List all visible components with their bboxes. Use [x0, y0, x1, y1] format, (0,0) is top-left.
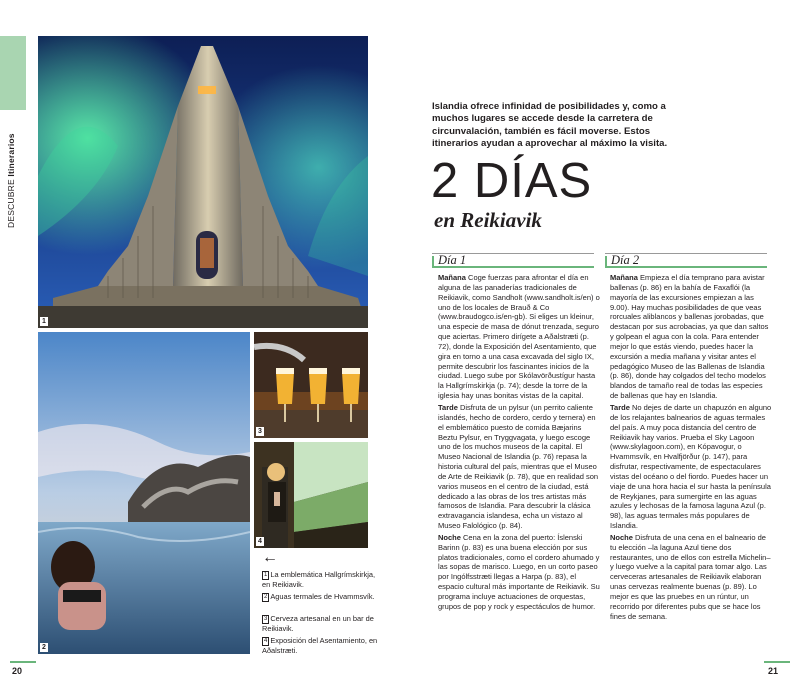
day2-morning: Mañana Empieza el día temprano para avistar ballenas (p. 86) en la bahía de Faxaflói (la mayoría de las excursiones empiezan a las 9.00). Hay muchas posibilidades de que veas rorcuales aliblancos y ballenas jorobadas, que destacan por sus acrobacias, ya que dan saltos y golpean el agua con la cola. Para entender mejor lo que estás viendo, puedes hacer la excursión a media mañana y visitar antes el pedagógico Museo de las Ballenas de Islandia (p. 86), donde hay colgados del techo modelos blandos de tamaño real de todas las especies de ballenas que hay en Islandia. [610, 273, 769, 401]
intro-text: Islandia ofrece infinidad de posibilidades y, como a muchos lugares se accede desde la carretera de circunvalación, también es fácil moverse. Estos itinerarios ayudan a aprovechar al máximo la visita. [432, 101, 668, 150]
section-name: DESCUBRE [6, 179, 16, 228]
photo-number: 4 [258, 538, 262, 545]
photo-number: 1 [42, 318, 46, 325]
caption-item: 2 Aguas termales de Hvammsvík. [264, 592, 375, 601]
page-number-left: 20 [12, 666, 23, 676]
section-subname: Itinerarios [6, 133, 16, 177]
day1-heading: Día 1 [432, 253, 594, 268]
page-title: 2 DÍAS [431, 154, 593, 208]
caption-arrow-icon: ← [262, 549, 278, 566]
day1-morning: Mañana Coge fuerzas para afrontar el día en alguna de las panaderías tradicionales de Reikiavik, como Sandholt (www.sandholt.is/en) o uno de los locales de Brauð & Co (www.braudogco.is/en-gb). Si eliges un kleinur, una especie de masa de dónut trenzada, seguro que aciertas. Primero dirígete a Aðalstræti (p. 72), donde la Exposición del Asentamiento, que gira en torno a una casa excavada del siglo IX, permite descubrir los fascinantes inicios de la ciudad. Luego sube por Skólavörðustígur hasta la Hallgrímskirkja (p. 74); desde la torre de la iglesia hay unas bonitas vistas de la capital. [438, 273, 600, 401]
day2-night: Noche Disfruta de una cena en el balneario de tu elección –la laguna Azul tiene dos restaurantes, uno de ellos con estrella Michelin– y luego vuelve a la capital para tomar algo. Las cerveceras artesanales de Reikiavik elaboran unas cervezas realmente buenas (p. 89). Lo mejor es que las pruebes en un rúntur, un recorrido por diferentes pubs que se hace los fines de semana. [610, 532, 771, 621]
photo-number: 2 [42, 644, 46, 651]
photo-hot-spring [38, 332, 250, 654]
page-subtitle: en Reikiavik [434, 208, 542, 232]
caption-item: 4 Exposición del Asentamiento, en Aðalstræti. [262, 636, 378, 655]
day2-heading: Día 2 [605, 253, 767, 268]
day2-text [610, 273, 773, 624]
caption-item: 1 La emblemática Hallgrímskirkja, en Reikiavik. [262, 570, 376, 589]
photo-museum [254, 442, 368, 548]
photo-church [38, 36, 368, 328]
photo-beer [254, 332, 368, 438]
day1-text [438, 273, 601, 614]
day2-afternoon: Tarde No dejes de darte un chapuzón en alguno de los relajantes balnearios de aguas termales del país. A muy poca distancia del centro de Reikiavik hay varios. Prueba el Sky Lagoon (www.skylagoon.com), en Kópavogur, o Hvammsvík, en Hvalfjörður (p. 147), para disfrutar, respectivamente, de espectaculares vistas del océano o del fiordo. Puedes hacer un viaje de una hora hacia el sur hasta la península de Reykjanes, para sumergirte en las aguas azules y lechosas de la famosa laguna Azul (p. 98), las aguas termales más populares de Islandia. [610, 402, 772, 531]
section-tab [0, 36, 26, 110]
page-number-right: 21 [768, 666, 779, 676]
caption-item: 3 Cerveza artesanal en un bar de Reikiavik. [262, 614, 374, 633]
page-rule-left [10, 661, 36, 663]
page-rule-right [764, 661, 790, 663]
section-label [6, 118, 22, 228]
day1-night: Noche Cena en la zona del puerto: Íslenski Barinn (p. 83) es una buena elección por sus platos tradicionales, como el cordero ahumado y las sopas de marisco. Luego, en un corto paseo por Ingólfsstræti llegas a Harpa (p. 83), el espacio cultural más importante de Reikiavik. Su programa incluye actuaciones de orquestas, grupos de pop y rock y espectáculos de humor. [438, 532, 600, 611]
photo-number: 3 [258, 428, 262, 435]
day1-afternoon: Tarde Disfruta de un pylsur (un perrito caliente islandés, hecho de cordero, cerdo y ternera) en el emblemático puesto de comida Bæjarins Beztu Pylsur, en Tryggvagata, y luego escoge uno de los muchos museos de la capital. El Museo Nacional de Islandia (p. 76) repasa la historia cultural del país, mientras que el Museo de Arte de Reikiavik (p. 78), que en realidad son varios museos en el centro de la ciudad, está dedicado a las obras de los tres artistas más famosos de Islandia. Para descubrir la clásica extravagancia islandesa, echa un vistazo al Museo Falológico (p. 84). [438, 402, 599, 531]
